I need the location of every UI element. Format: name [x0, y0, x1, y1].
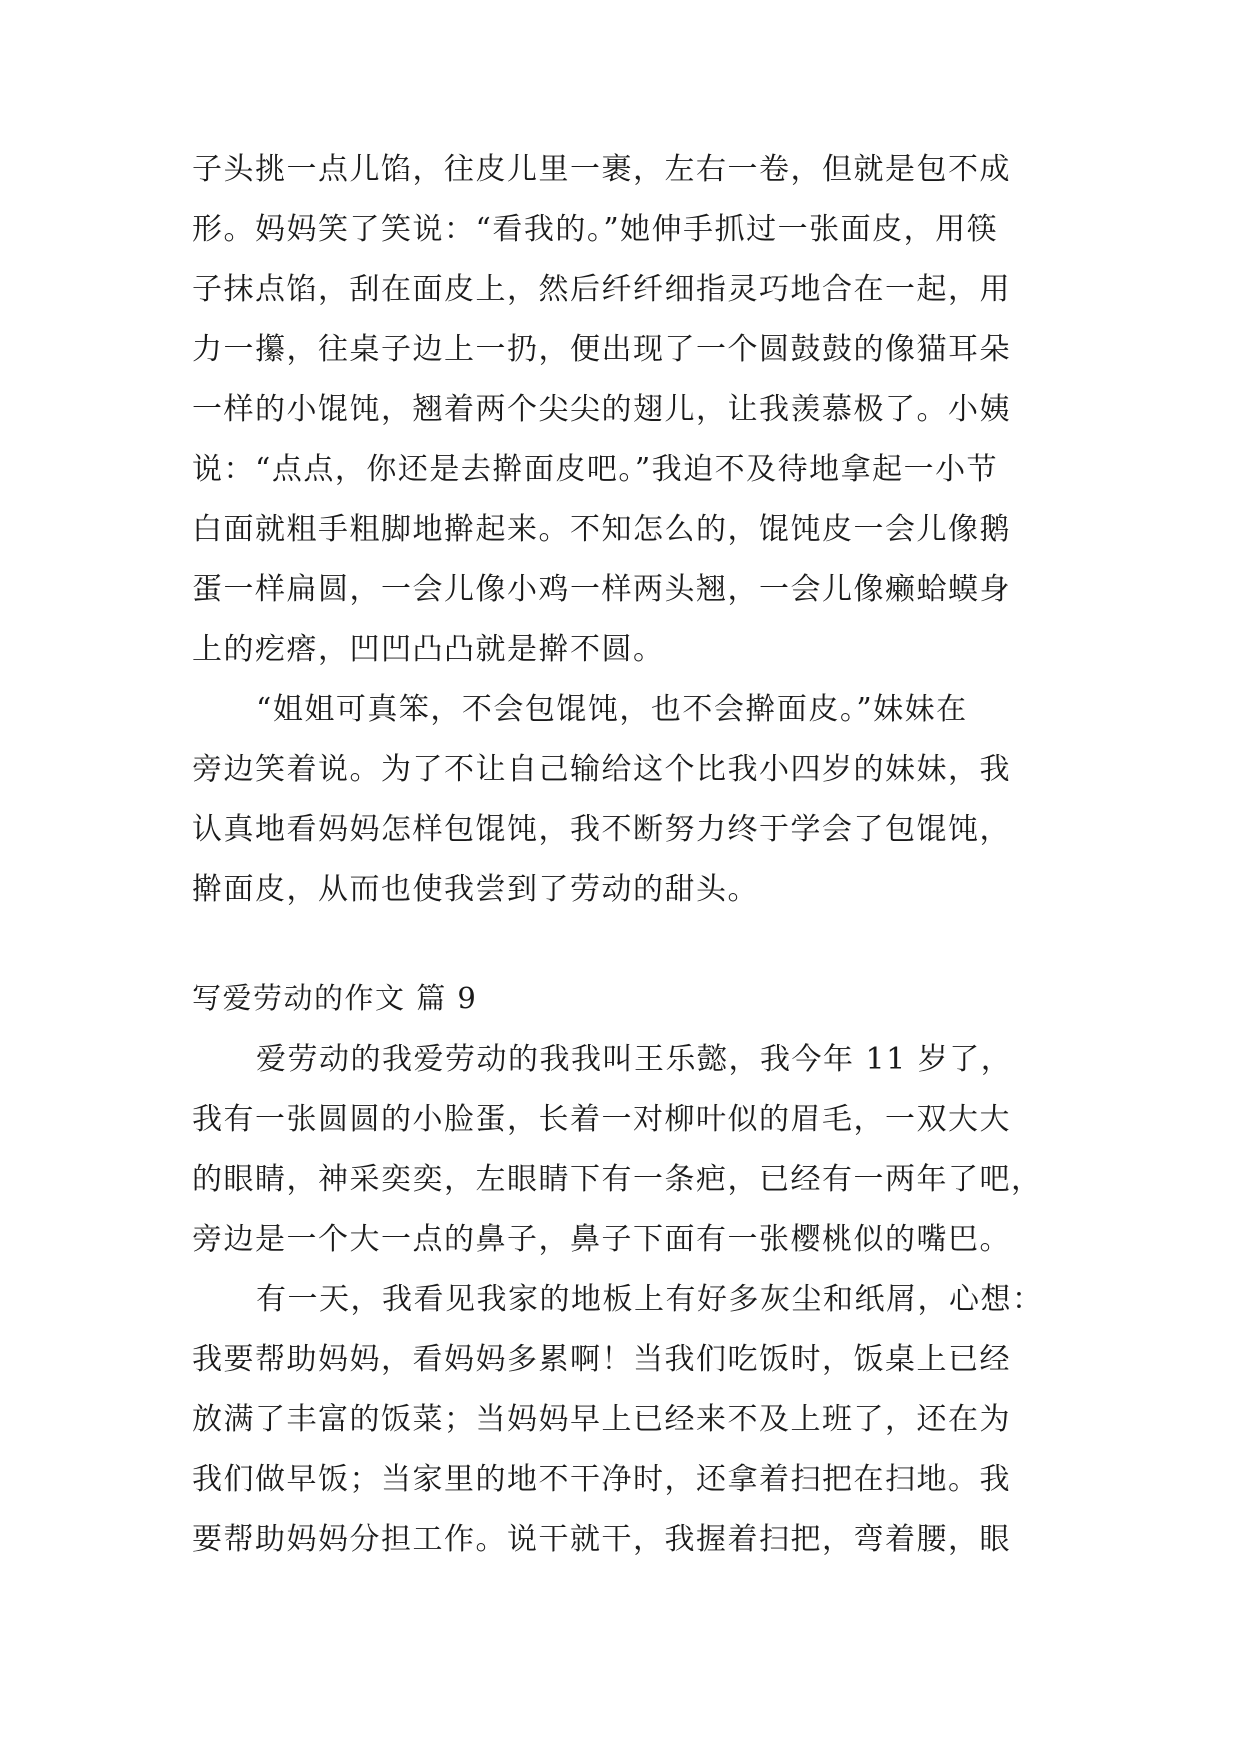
text-line: 旁边是一个大一点的鼻子，鼻子下面有一张樱桃似的嘴巴。 — [192, 1222, 1011, 1257]
text-line: 子抹点馅，刮在面皮上，然后纤纤细指灵巧地合在一起，用 — [192, 272, 1011, 307]
text-line: 认真地看妈妈怎样包馄饨，我不断努力终于学会了包馄饨， — [192, 812, 1011, 847]
text-line: 上的疙瘩，凹凹凸凸就是擀不圆。 — [192, 632, 665, 667]
section-9-heading-block — [192, 968, 1072, 1028]
text-line: 蛋一样扁圆，一会儿像小鸡一样两头翘，一会儿像癞蛤蟆身 — [192, 572, 1011, 607]
text-line: 放满了丰富的饭菜；当妈妈早上已经来不及上班了，还在为 — [192, 1402, 1011, 1437]
text-line: 的眼睛，神采奕奕，左眼睛下有一条疤，已经有一两年了吧， — [192, 1162, 1043, 1197]
text-line: 白面就粗手粗脚地擀起来。不知怎么的，馄饨皮一会儿像鹅 — [192, 512, 1011, 547]
paragraph-self-introduction — [192, 1030, 1072, 1270]
text-line: 我要帮助妈妈，看妈妈多累啊！当我们吃饭时，饭桌上已经 — [192, 1342, 1011, 1377]
text-line: 我有一张圆圆的小脸蛋，长着一对柳叶似的眉毛，一双大大 — [192, 1102, 1011, 1137]
text-line: 形。妈妈笑了笑说：“看我的。”她伸手抓过一张面皮，用筷 — [192, 212, 999, 247]
text-line: 我们做早饭；当家里的地不干净时，还拿着扫把在扫地。我 — [192, 1462, 1011, 1497]
text-line: 爱劳动的我爱劳动的我我叫王乐懿，我今年 11 岁了， — [256, 1042, 1013, 1077]
text-line: 力一攥，往桌子边上一扔，便出现了一个圆鼓鼓的像猫耳朵 — [192, 332, 1011, 367]
text-line: 要帮助妈妈分担工作。说干就干，我握着扫把，弯着腰，眼 — [192, 1522, 1011, 1557]
text-line: 一样的小馄饨，翘着两个尖尖的翅儿，让我羡慕极了。小姨 — [192, 392, 1011, 427]
paragraph-sister-teasing — [192, 680, 1072, 920]
section-heading: 写爱劳动的作文 篇 9 — [192, 981, 478, 1015]
paragraph-helping-mom — [192, 1270, 1072, 1570]
paragraph-dumplings-attempt — [192, 140, 1072, 680]
text-line: 擀面皮，从而也使我尝到了劳动的甜头。 — [192, 872, 759, 907]
text-line: 有一天，我看见我家的地板上有好多灰尘和纸屑，心想： — [256, 1282, 1044, 1317]
text-line: 说：“点点，你还是去擀面皮吧。”我迫不及待地拿起一小节 — [192, 452, 999, 487]
text-line: “姐姐可真笨，不会包馄饨，也不会擀面皮。”妹妹在 — [256, 692, 968, 727]
text-line: 旁边笑着说。为了不让自己输给这个比我小四岁的妹妹，我 — [192, 752, 1011, 787]
text-line: 子头挑一点儿馅，往皮儿里一裹，左右一卷，但就是包不成 — [192, 152, 1011, 187]
